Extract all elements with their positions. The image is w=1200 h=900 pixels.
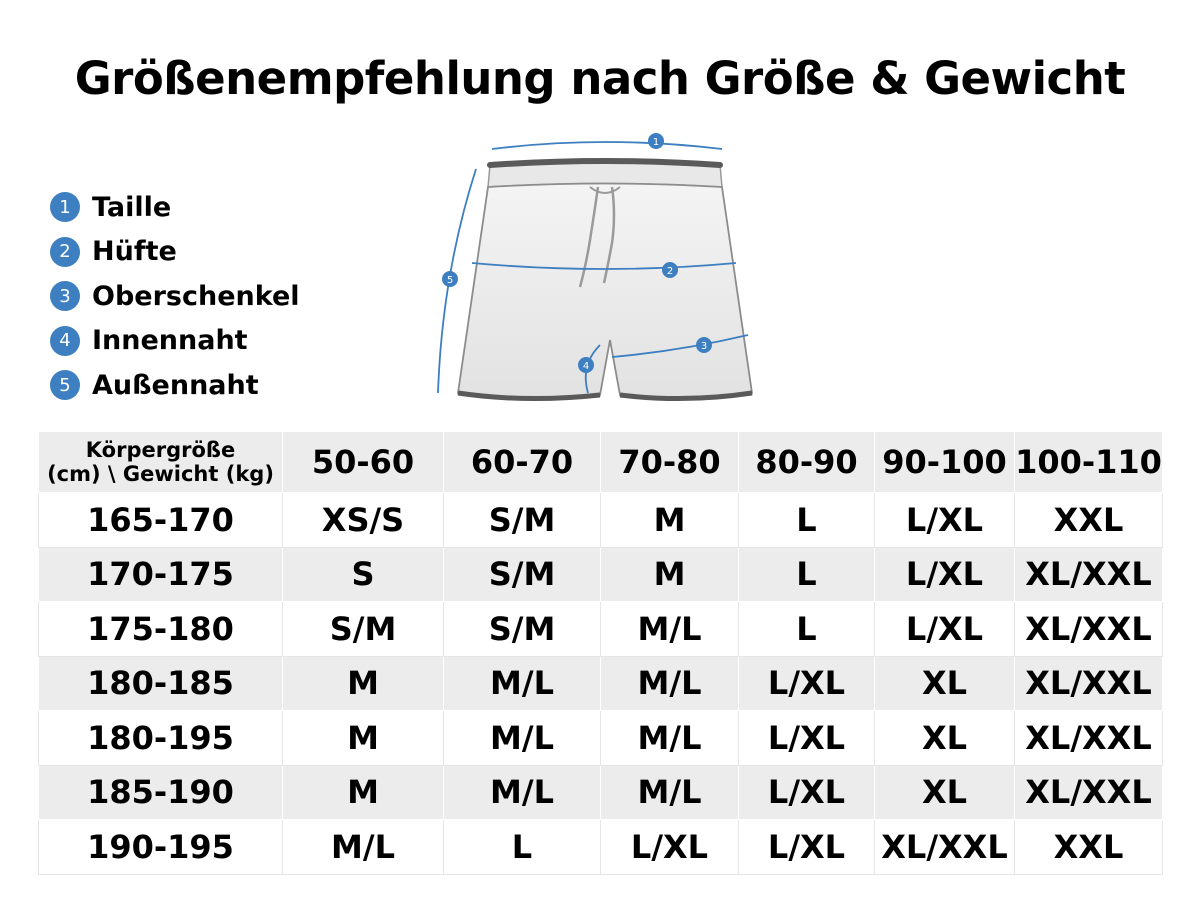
legend-label: Oberschenkel: [92, 280, 300, 312]
legend-item-inseam: [50, 319, 300, 364]
legend-number-badge: 5: [50, 370, 80, 400]
size-cell: M/L: [601, 656, 739, 711]
legend-number-badge: 1: [50, 192, 80, 222]
size-cell: M: [283, 711, 444, 766]
marker-1: [648, 133, 664, 149]
size-cell: M: [601, 547, 739, 602]
marker-2: [662, 262, 678, 278]
size-cell: M: [601, 493, 739, 548]
row-header-height: 190-195: [39, 820, 283, 875]
row-header-height: 185-190: [39, 765, 283, 820]
legend-number-badge: 4: [50, 326, 80, 356]
size-cell: S: [283, 547, 444, 602]
svg-text:2: 2: [666, 266, 674, 277]
row-header-height: 170-175: [39, 547, 283, 602]
size-cell: S/M: [444, 493, 601, 548]
marker-4: [578, 357, 594, 373]
size-cell: XL/XXL: [1015, 711, 1163, 766]
marker-3: [696, 337, 712, 353]
size-cell: S/M: [444, 547, 601, 602]
legend-label: Hüfte: [92, 236, 177, 268]
row-header-height: 180-195: [39, 711, 283, 766]
size-cell: L/XL: [601, 820, 739, 875]
row-header-height: 180-185: [39, 656, 283, 711]
size-cell: M/L: [444, 656, 601, 711]
size-cell: XL: [875, 656, 1015, 711]
legend-label: Taille: [92, 191, 172, 223]
size-cell: S/M: [283, 602, 444, 657]
marker-5: [442, 271, 458, 287]
column-header: 70-80: [601, 432, 739, 493]
table-row: [39, 711, 1163, 766]
size-cell: M/L: [601, 765, 739, 820]
size-cell: XS/S: [283, 493, 444, 548]
size-cell: M/L: [283, 820, 444, 875]
size-cell: M: [283, 656, 444, 711]
legend-item-outseam: [50, 363, 300, 408]
column-header: 100-110: [1015, 432, 1163, 493]
size-cell: L/XL: [875, 493, 1015, 548]
size-cell: XL/XXL: [875, 820, 1015, 875]
size-cell: L/XL: [739, 765, 875, 820]
size-cell: XL: [875, 765, 1015, 820]
size-cell: XL/XXL: [1015, 602, 1163, 657]
row-header-height: 175-180: [39, 602, 283, 657]
size-cell: L: [444, 820, 601, 875]
size-cell: L/XL: [739, 820, 875, 875]
table-row: [39, 765, 1163, 820]
size-cell: XL/XXL: [1015, 765, 1163, 820]
size-cell: L: [739, 547, 875, 602]
size-cell: M/L: [601, 711, 739, 766]
size-cell: L/XL: [875, 547, 1015, 602]
table-header-row: [39, 432, 1163, 493]
table-row: [39, 547, 1163, 602]
page-title: Größenempfehlung nach Größe & Gewicht: [74, 52, 1126, 105]
legend-label: Außennaht: [92, 369, 259, 401]
legend-number-badge: 3: [50, 281, 80, 311]
svg-text:4: 4: [582, 361, 590, 372]
table-row: [39, 602, 1163, 657]
size-cell: M/L: [444, 765, 601, 820]
size-cell: L: [739, 602, 875, 657]
size-cell: XL: [875, 711, 1015, 766]
svg-text:5: 5: [446, 275, 454, 286]
table-row: [39, 493, 1163, 548]
row-header-height: 165-170: [39, 493, 283, 548]
corner-label-weight: (cm) \ Gewicht (kg): [47, 462, 274, 486]
svg-text:1: 1: [652, 137, 660, 148]
legend-item-thigh: [50, 274, 300, 319]
size-cell: M/L: [444, 711, 601, 766]
column-header: 50-60: [283, 432, 444, 493]
size-cell: M: [283, 765, 444, 820]
shorts-illustration: [430, 125, 770, 410]
column-header: 80-90: [739, 432, 875, 493]
shorts-body: [458, 184, 752, 399]
size-chart-table: [38, 431, 1163, 875]
legend-label: Innennaht: [92, 325, 248, 357]
size-cell: L/XL: [739, 711, 875, 766]
legend-number-badge: 2: [50, 237, 80, 267]
table-row: [39, 820, 1163, 875]
size-cell: XXL: [1015, 493, 1163, 548]
size-cell: M/L: [601, 602, 739, 657]
size-cell: L/XL: [875, 602, 1015, 657]
svg-text:3: 3: [700, 341, 708, 352]
measurement-legend: [50, 185, 300, 408]
size-cell: XXL: [1015, 820, 1163, 875]
legend-item-waist: [50, 185, 300, 230]
size-cell: XL/XXL: [1015, 547, 1163, 602]
legend-item-hip: [50, 230, 300, 275]
size-cell: XL/XXL: [1015, 656, 1163, 711]
size-cell: L: [739, 493, 875, 548]
corner-label-height: Körpergröße: [85, 438, 236, 462]
column-header: 60-70: [444, 432, 601, 493]
size-cell: L/XL: [739, 656, 875, 711]
corner-header: [39, 432, 283, 493]
column-header: 90-100: [875, 432, 1015, 493]
table-row: [39, 656, 1163, 711]
size-cell: S/M: [444, 602, 601, 657]
waist-measure-line: [492, 142, 722, 149]
